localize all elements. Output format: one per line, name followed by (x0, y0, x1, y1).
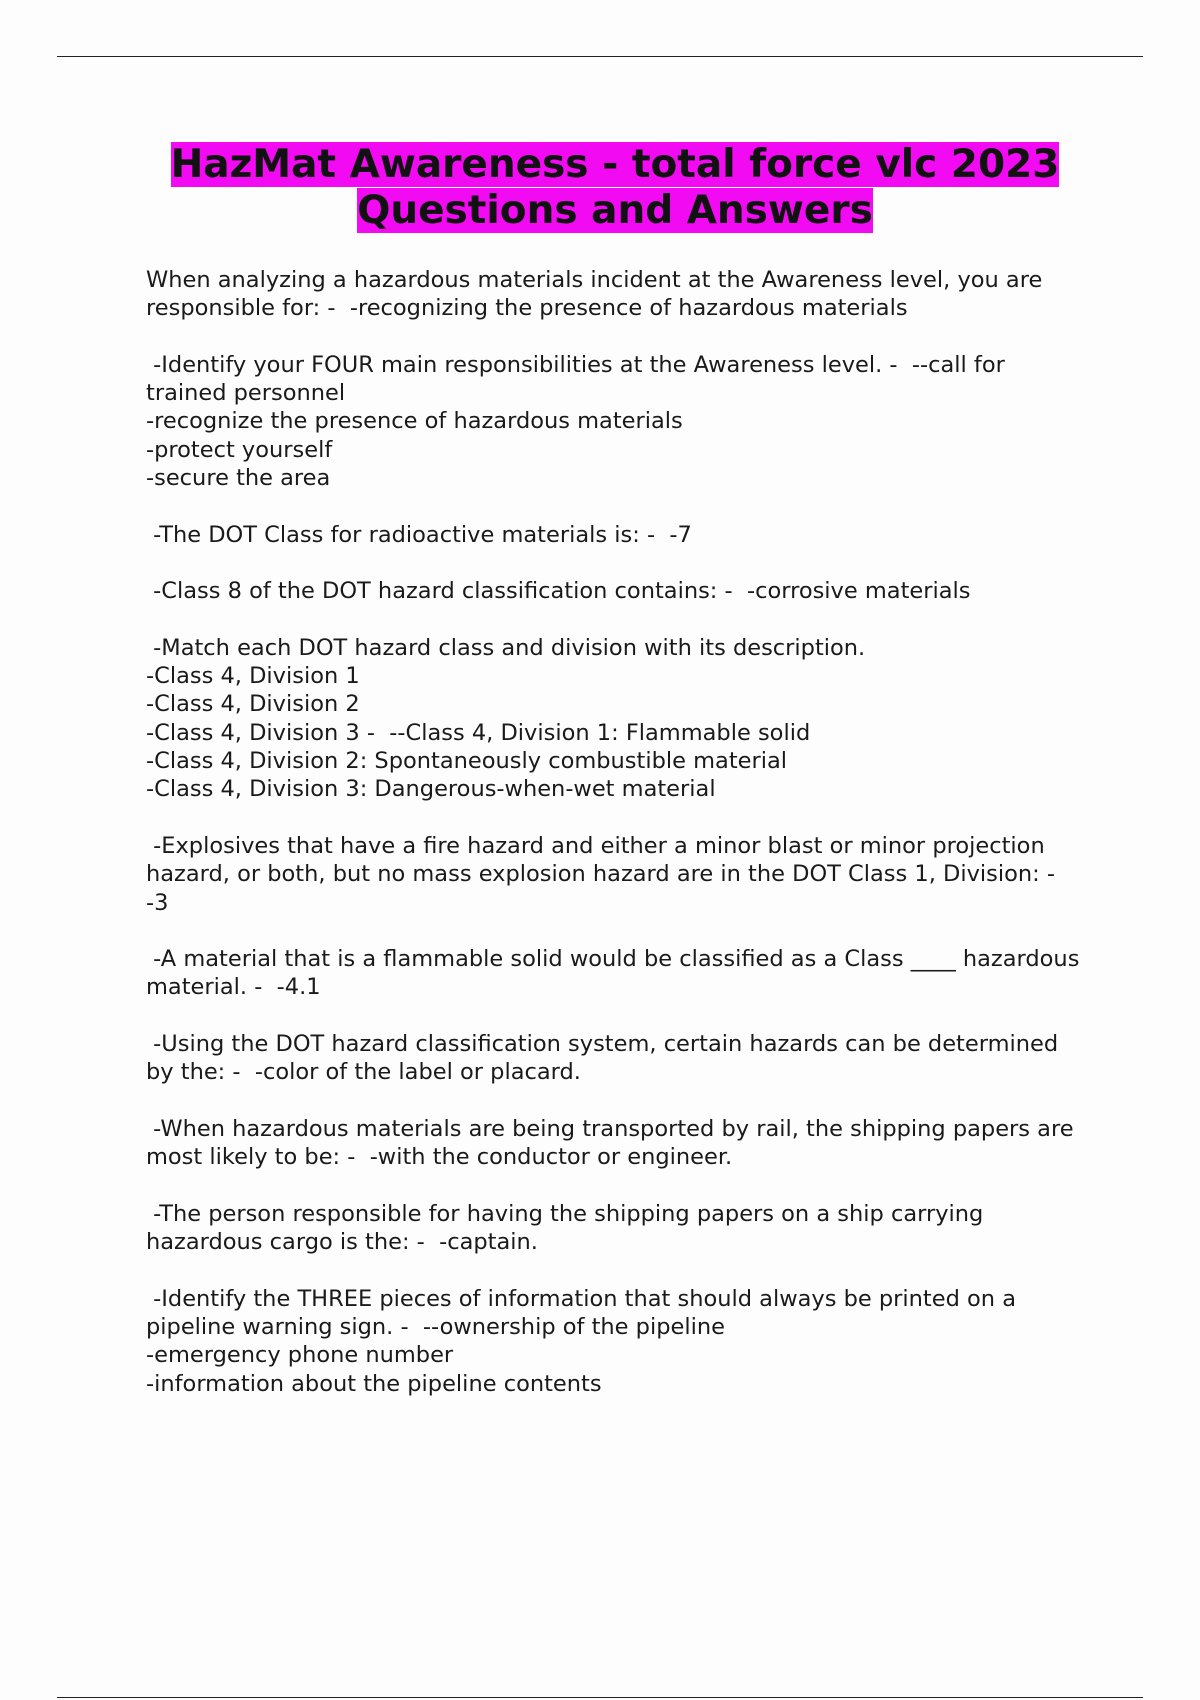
qa-item-2: -Identify your FOUR main responsibilities at the Awareness level. - --call for trained personnel -recognize the presence of hazardous materials -protect yourself -secure the area (146, 351, 1005, 492)
qa-item-7: -A material that is a flammable solid would be classified as a Class ____ hazardous material. - -4.1 (146, 946, 1087, 1001)
qa-item-3: -The DOT Class for radioactive materials is: - -7 (146, 521, 692, 548)
qa-content (146, 266, 1091, 1426)
qa-item-1: When analyzing a hazardous materials incident at the Awareness level, you are responsible for: - -recognizing the presence of hazardous materials (146, 267, 1050, 322)
qa-item-10: -The person responsible for having the shipping papers on a ship carrying hazardous cargo is the: - -captain. (146, 1200, 991, 1256)
title-line-2: Questions and Answers (357, 188, 873, 233)
title-line-1: HazMat Awareness - total force vlc 2023 (170, 142, 1060, 187)
document-title (120, 142, 1110, 234)
qa-item-6: -Explosives that have a fire hazard and either a minor blast or minor projection hazard, or both, but no mass explosion hazard are in the DOT Class 1, Division: - -3 (146, 832, 1070, 916)
bottom-rule (57, 1697, 1143, 1698)
top-rule (57, 56, 1143, 57)
qa-item-4: -Class 8 of the DOT hazard classification contains: - -corrosive materials (146, 578, 971, 605)
qa-item-8: -Using the DOT hazard classification system, certain hazards can be determined by the: - -color of the label or placard. (146, 1031, 1066, 1086)
qa-item-11: -Identify the THREE pieces of information that should always be printed on a pipeline warning sign. - --ownership of the pipeline -emergency phone number -information about the pipeline contents (146, 1285, 1016, 1397)
qa-item-9: -When hazardous materials are being transported by rail, the shipping papers are most likely to be: - -with the conductor or engineer. (146, 1115, 1081, 1171)
qa-item-5: -Match each DOT hazard class and division with its description. -Class 4, Division 1 -Class 4, Division 2 -Class 4, Division 3 - --Class 4, Division 1: Flammable solid -Class 4, Division 2: Spontaneously combustible material -Class 4, Division 3: Dangerous-when-wet material (146, 634, 866, 803)
